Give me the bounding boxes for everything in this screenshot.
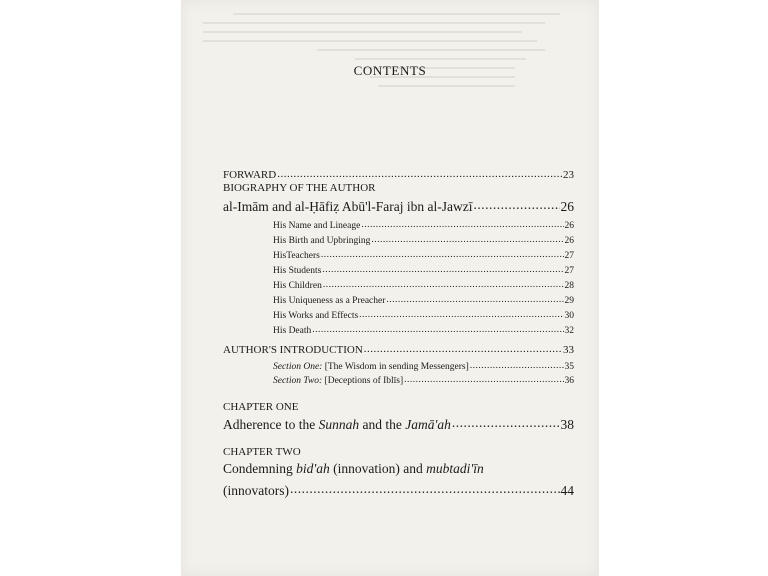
leader-dots bbox=[290, 481, 560, 495]
toc-entry-children bbox=[273, 278, 574, 291]
toc-entry-works-effects bbox=[273, 308, 574, 321]
leader-dots bbox=[386, 293, 563, 303]
toc-label: FORWARD bbox=[223, 169, 277, 181]
title-part-italic: bid'ah bbox=[296, 461, 330, 476]
toc-label: al-Imām and al-Ḥāfiẓ Abū'l-Faraj ibn al-Jawzī bbox=[223, 198, 473, 214]
leader-dots bbox=[312, 323, 563, 333]
leader-dots bbox=[277, 167, 562, 178]
book-page bbox=[181, 0, 599, 576]
leader-dots bbox=[473, 197, 559, 211]
section-title: [The Wisdom in sending Messengers] bbox=[322, 361, 469, 372]
toc-page: 35 bbox=[564, 361, 574, 372]
toc-label bbox=[273, 362, 469, 372]
toc-heading-biography: BIOGRAPHY OF THE AUTHOR bbox=[223, 182, 376, 194]
title-part-italic: Sunnah bbox=[318, 416, 360, 432]
toc-label: His Uniqueness as a Preacher bbox=[273, 295, 386, 306]
toc-label: His Name and Lineage bbox=[273, 220, 361, 231]
toc-entry-teachers bbox=[273, 248, 574, 261]
toc-entry-birth-upbringing bbox=[273, 233, 574, 246]
toc-entry-name-lineage bbox=[273, 218, 574, 231]
leader-dots bbox=[323, 278, 564, 288]
title-part: Adherence to the bbox=[223, 416, 319, 432]
toc-entry-authors-introduction bbox=[223, 342, 574, 356]
toc-page: 28 bbox=[564, 280, 574, 291]
toc-page: 30 bbox=[564, 310, 574, 321]
toc-page: 36 bbox=[564, 375, 574, 386]
toc-entry-forward bbox=[223, 167, 574, 181]
leader-dots bbox=[321, 248, 564, 258]
toc-entry-chapter-two-line1 bbox=[223, 461, 484, 477]
leader-dots bbox=[359, 308, 563, 318]
toc-page: 26 bbox=[564, 220, 574, 231]
section-prefix: Section Two: bbox=[273, 375, 323, 386]
leader-dots bbox=[364, 342, 562, 353]
toc-entry-section-one bbox=[273, 359, 574, 372]
bleed-through-text bbox=[203, 6, 583, 94]
section-prefix: Section One: bbox=[273, 361, 323, 372]
toc-entry-uniqueness bbox=[273, 293, 574, 306]
toc-entry-death bbox=[273, 323, 574, 336]
toc-page: 38 bbox=[560, 416, 574, 432]
toc-entry-chapter-one bbox=[223, 415, 574, 433]
toc-page: 26 bbox=[564, 235, 574, 246]
title-part: and the bbox=[359, 416, 406, 432]
leader-dots bbox=[404, 373, 563, 383]
toc-label bbox=[273, 376, 403, 386]
section-title: [Deceptions of Iblīs] bbox=[322, 375, 404, 386]
toc-entry-section-two bbox=[273, 373, 574, 386]
toc-heading-chapter-two: CHAPTER TWO bbox=[223, 446, 301, 458]
toc-page: 29 bbox=[564, 295, 574, 306]
toc-label: His Death bbox=[273, 325, 312, 336]
leader-dots bbox=[470, 359, 564, 369]
title-part-italic: Jamā'ah bbox=[405, 416, 451, 432]
toc-page: 23 bbox=[563, 169, 574, 181]
title-part: (innovation) and bbox=[329, 461, 427, 476]
toc-entry-biography-author bbox=[223, 197, 574, 215]
toc-label bbox=[223, 417, 451, 433]
toc-page: 26 bbox=[560, 198, 574, 214]
toc-label: HisTeachers bbox=[273, 250, 320, 261]
toc-label: His Works and Effects bbox=[273, 310, 359, 321]
title-part-italic: mubtadi'īn bbox=[426, 461, 484, 476]
toc-entry-students bbox=[273, 263, 574, 276]
toc-page: 33 bbox=[563, 344, 574, 356]
toc-label: AUTHOR'S INTRODUCTION bbox=[223, 344, 363, 356]
toc-page: 27 bbox=[564, 265, 574, 276]
toc-label: (innovators) bbox=[223, 482, 289, 498]
toc-label: His Birth and Upbringing bbox=[273, 235, 371, 246]
toc-page: 44 bbox=[560, 482, 574, 498]
title-part: Condemning bbox=[223, 461, 297, 476]
toc-entry-chapter-two-line2 bbox=[223, 481, 574, 499]
leader-dots bbox=[361, 218, 563, 228]
leader-dots bbox=[371, 233, 563, 243]
contents-title: CONTENTS bbox=[353, 63, 427, 78]
toc-heading-chapter-one: CHAPTER ONE bbox=[223, 401, 299, 413]
leader-dots bbox=[452, 415, 560, 429]
toc-page: 27 bbox=[564, 250, 574, 261]
toc-label: His Children bbox=[273, 280, 322, 291]
toc-label: His Students bbox=[273, 265, 322, 276]
leader-dots bbox=[322, 263, 563, 273]
toc-page: 32 bbox=[564, 325, 574, 336]
